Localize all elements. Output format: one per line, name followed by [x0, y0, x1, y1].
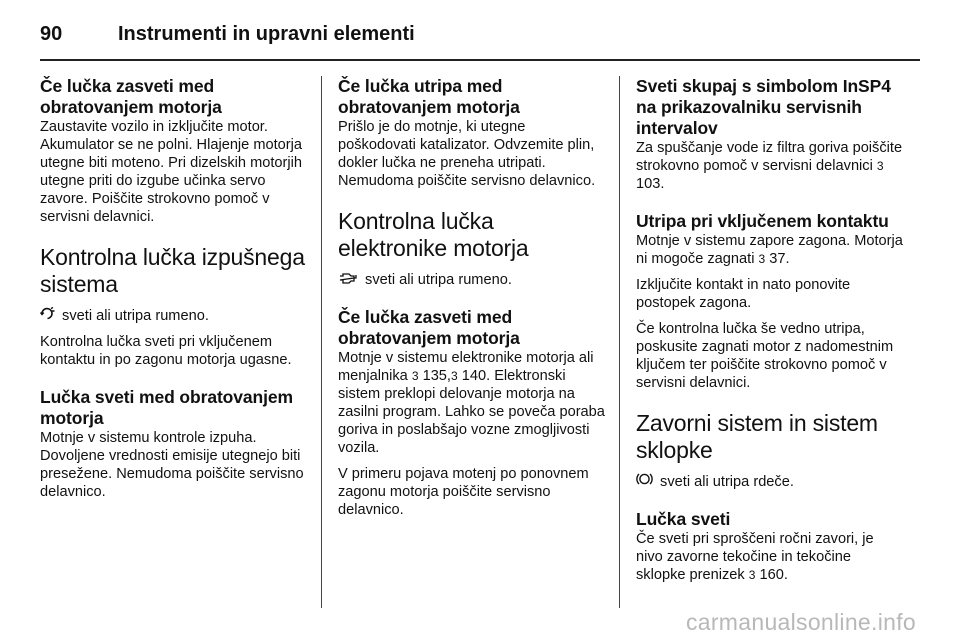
paragraph: Motnje v sistemu kontrole izpuha. Dovoljene vrednosti emisije utegnejo biti presežene. Nemudoma poiščite servisno delavnico.	[40, 430, 304, 500]
subheading: Če lučka zasveti med obratovanjem motorja	[338, 307, 520, 348]
paragraph: V primeru pojava motenj po ponovnem zagonu motorja poiščite servisno delavnico.	[338, 466, 589, 518]
subheading: Sveti skupaj s simbolom InSP4 na prikazovalniku servisnih intervalov	[636, 76, 891, 138]
brake-warning-icon	[636, 472, 653, 490]
subheading: Lučka sveti	[636, 509, 731, 529]
paragraph: Če kontrolna lučka še vedno utripa, poskusite zagnati motor z nadomestnim ključem ter poiščite strokovno pomoč v servisni delavnici.	[636, 321, 894, 391]
watermark: carmanualsonline.info	[685, 609, 916, 635]
reference-arrow-icon: 3	[450, 369, 458, 383]
column-1	[40, 76, 308, 509]
paragraph: Če sveti pri sproščeni ročni zavori, je nivo zavorne tekočine in tekočine sklopke prenizek 3 160.	[636, 531, 874, 583]
paragraph: Zaustavite vozilo in izključite motor. Akumulator se ne polni. Hlajenje motorja utegne biti moteno. Pri dizelskih motorjih utegne priti do izgube učinka servo zavore. Poiščite strokovno pomoč v servisni delavnici.	[40, 119, 303, 225]
header-rule	[40, 59, 920, 61]
section-heading: Zavorni sistem in sistem sklopke	[636, 410, 878, 463]
section-heading: Kontrolna lučka izpušnega sistema	[40, 244, 305, 297]
symbol-line: sveti ali utripa rumeno.	[338, 270, 606, 289]
subheading: Utripa pri vključenem kontaktu	[636, 211, 889, 231]
reference-arrow-icon: 3	[411, 369, 419, 383]
subheading: Lučka sveti med obratovanjem motorja	[40, 387, 293, 428]
paragraph: Motnje v sistemu elektronike motorja ali menjalnika 3 135,3 140. Elektronski sistem preklopi delovanje motorja na zasilni program. Lahko se poveča poraba goriva in poslabšajo vozne zmogljivosti vozila.	[338, 350, 605, 456]
symbol-line: sveti ali utripa rdeče.	[636, 472, 904, 491]
column-3	[636, 76, 904, 592]
paragraph: Za spuščanje vode iz filtra goriva poiščite strokovno pomoč v servisni delavnici 3 103.	[636, 140, 903, 192]
reference-arrow-icon: 3	[876, 159, 884, 173]
page-number: 90	[40, 22, 63, 45]
column-2	[338, 76, 606, 527]
reference-arrow-icon: 3	[748, 568, 756, 582]
section-heading: Kontrolna lučka elektronike motorja	[338, 208, 529, 261]
symbol-line: sveti ali utripa rumeno.	[40, 306, 308, 325]
column-divider	[619, 76, 620, 608]
page-title: Instrumenti in upravni elementi	[118, 22, 415, 45]
engine-exhaust-icon	[40, 306, 55, 324]
paragraph: Izključite kontakt in nato ponovite postopek zagona.	[636, 277, 851, 311]
paragraph: Prišlo je do motnje, ki utegne poškodovati katalizator. Odvzemite plin, dokler lučka ne preneha utripati. Nemudoma poiščite servisno delavnico.	[338, 119, 596, 189]
subheading: Če lučka zasveti med obratovanjem motorja	[40, 76, 222, 117]
page-header	[40, 16, 920, 52]
engine-electronics-icon	[338, 270, 358, 288]
subheading: Če lučka utripa med obratovanjem motorja	[338, 76, 520, 117]
reference-arrow-icon: 3	[758, 252, 766, 266]
column-divider	[321, 76, 322, 608]
paragraph: Kontrolna lučka sveti pri vključenem kontaktu in po zagonu motorja ugasne.	[40, 334, 292, 368]
paragraph: Motnje v sistemu zapore zagona. Motorja ni mogoče zagnati 3 37.	[636, 233, 903, 267]
